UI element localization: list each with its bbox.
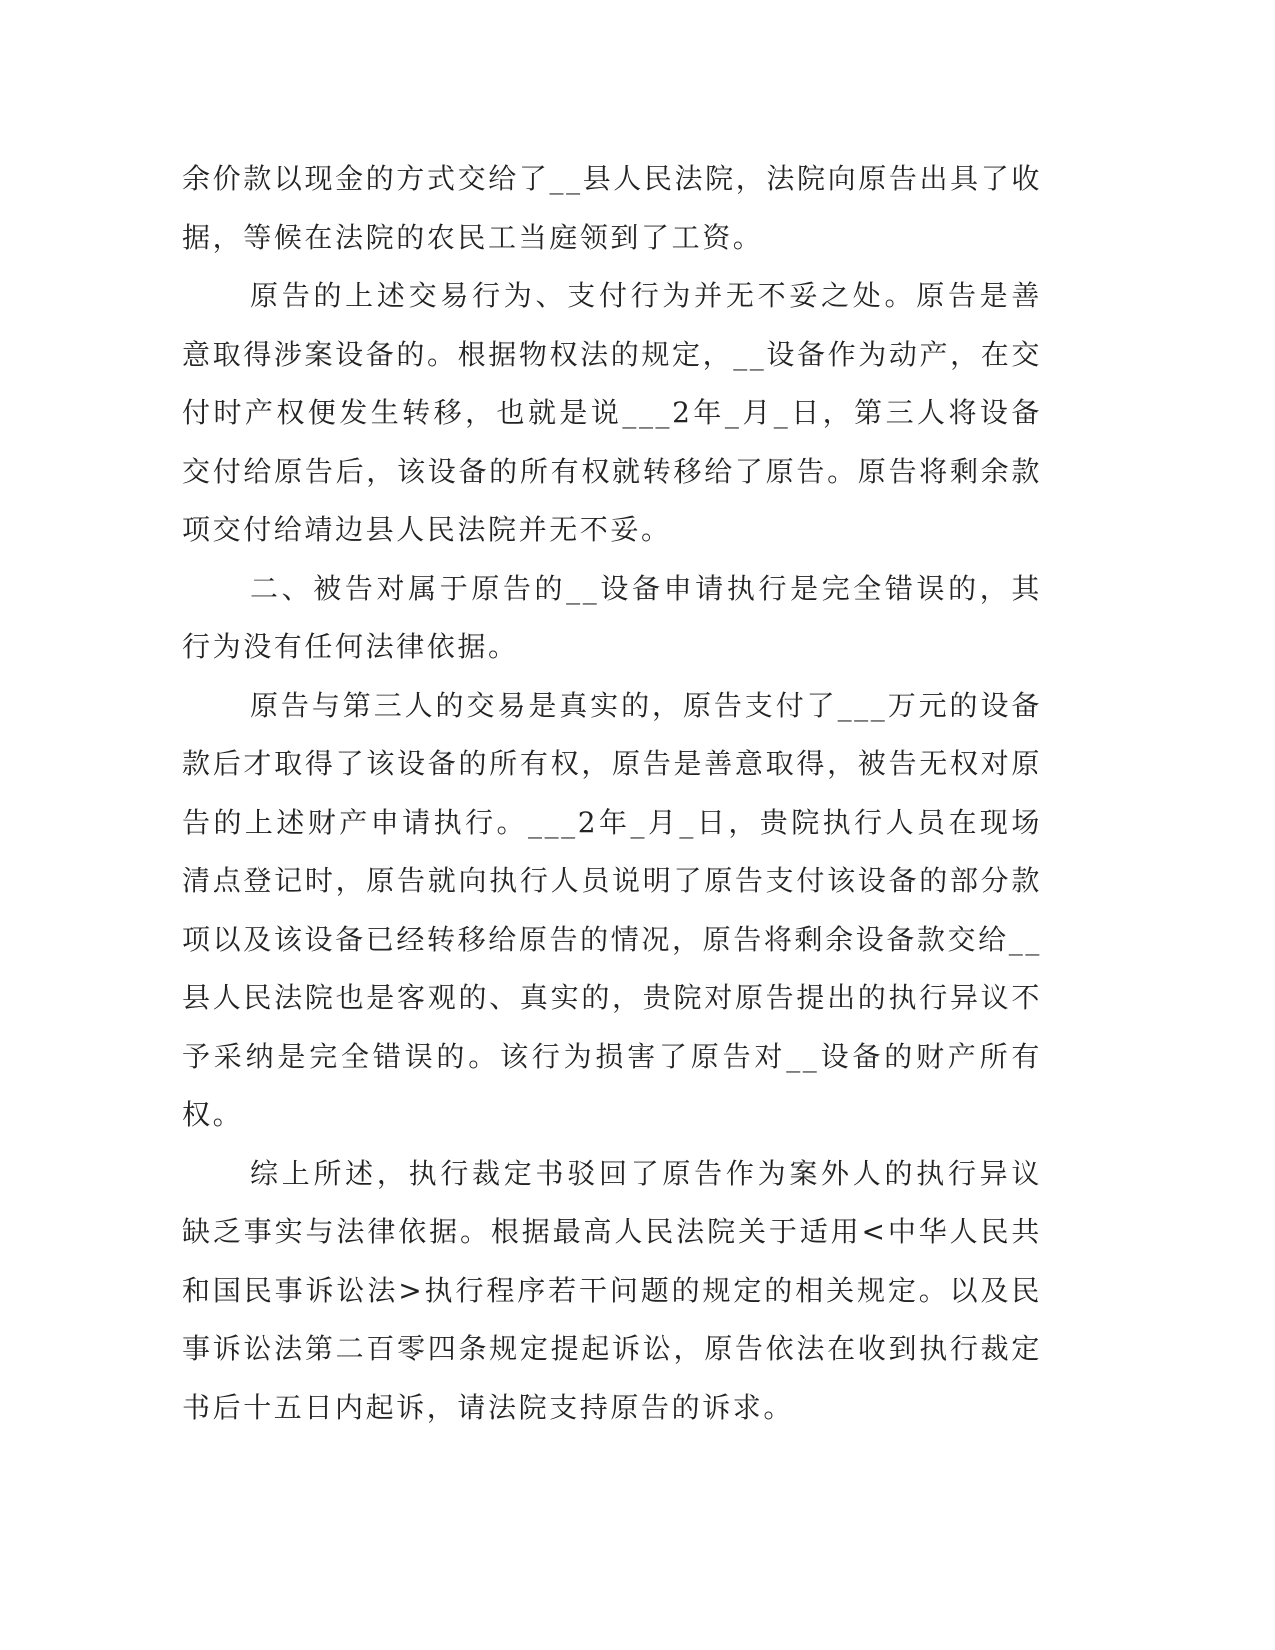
paragraph-section-two-heading: 二、被告对属于原告的__设备申请执行是完全错误的，其行为没有任何法律依据。 [182, 571, 1042, 663]
paragraph-good-faith-acquisition: 原告的上述交易行为、支付行为并无不妥之处。原告是善意取得涉案设备的。根据物权法的规定，__设备作为动产，在交付时产权便发生转移，也就是说___2年_月_日，第三人将设备交付给原告后，该设备的所有权就转移给了原告。原告将剩余款项交付给靖边县人民法院并无不妥。 [182, 279, 1042, 546]
paragraph-payment-receipt: 余价款以现金的方式交给了__县人民法院，法院向原告出具了收据，等候在法院的农民工当庭领到了工资。 [182, 162, 1042, 254]
document-body [182, 150, 1042, 1437]
paragraph-transaction-facts: 原告与第三人的交易是真实的，原告支付了___万元的设备款后才取得了该设备的所有权，原告是善意取得，被告无权对原告的上述财产申请执行。___2年_月_日，贵院执行人员在现场清点登记时，原告就向执行人员说明了原告支付该设备的部分款项以及该设备已经转移给原告的情况，原告将剩余设备款交给__县人民法院也是客观的、真实的，贵院对原告提出的执行异议不予采纳是完全错误的。该行为损害了原告对__设备的财产所有权。 [182, 688, 1042, 1131]
paragraph-conclusion: 综上所述，执行裁定书驳回了原告作为案外人的执行异议缺乏事实与法律依据。根据最高人民法院关于适用<中华人民共和国民事诉讼法>执行程序若干问题的规定的相关规定。以及民事诉讼法第二百零四条规定提起诉讼，原告依法在收到执行裁定书后十五日内起诉，请法院支持原告的诉求。 [182, 1156, 1042, 1424]
